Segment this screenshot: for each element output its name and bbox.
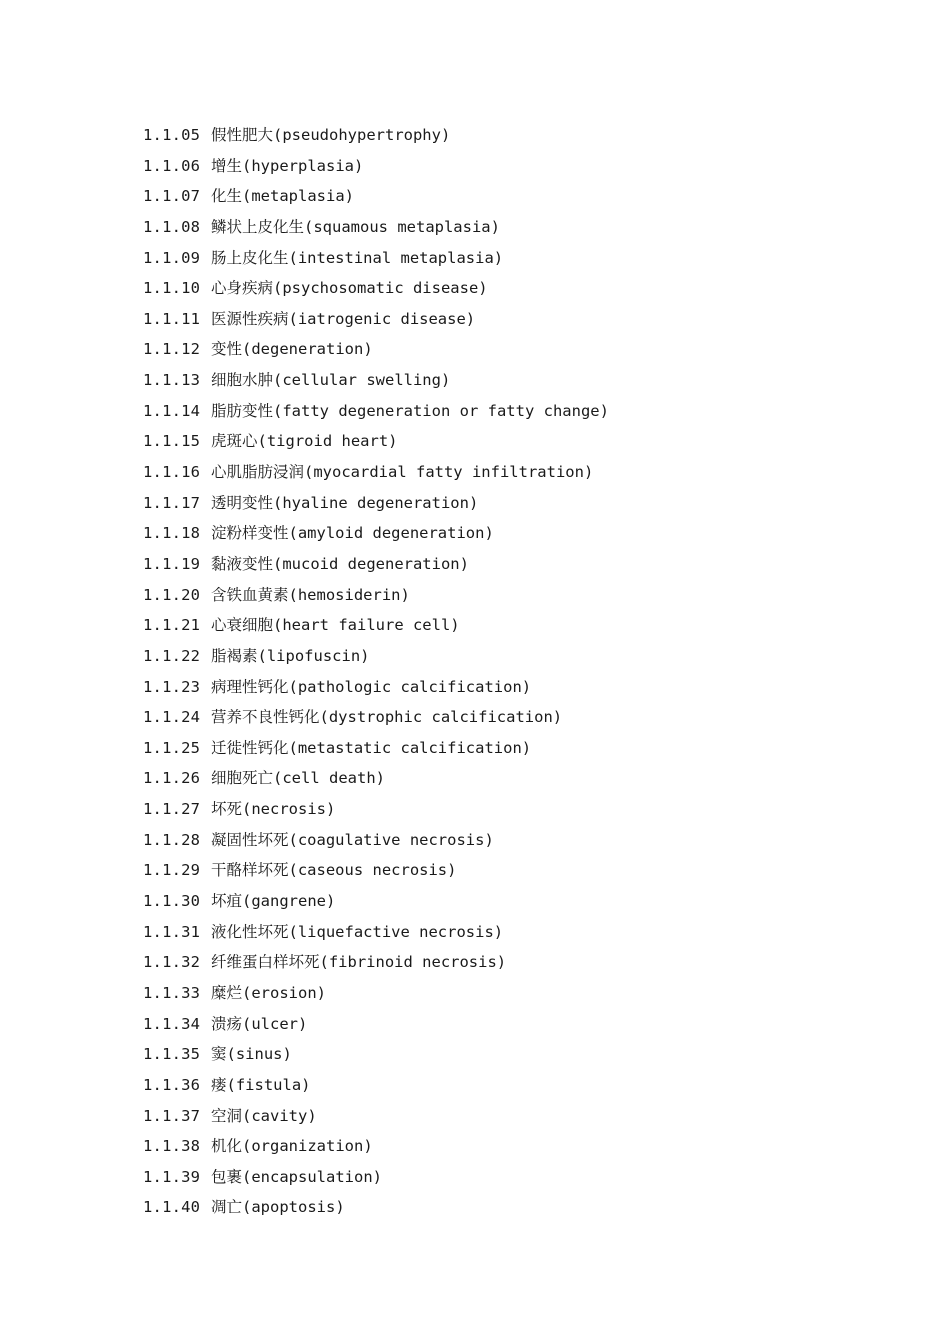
term-text: 细胞水肿(cellular swelling) bbox=[211, 371, 451, 390]
term-text: 营养不良性钙化(dystrophic calcification) bbox=[211, 708, 563, 727]
term-text: 黏液变性(mucoid degeneration) bbox=[211, 554, 469, 573]
term-row bbox=[143, 399, 609, 430]
term-number: 1.1.36 bbox=[143, 1075, 201, 1094]
term-text: 空洞(cavity) bbox=[211, 1106, 317, 1125]
term-row bbox=[143, 307, 609, 338]
term-number: 1.1.28 bbox=[143, 830, 201, 849]
term-text: 增生(hyperplasia) bbox=[211, 156, 364, 175]
term-row bbox=[143, 368, 609, 399]
term-number: 1.1.37 bbox=[143, 1106, 201, 1125]
term-number: 1.1.30 bbox=[143, 892, 201, 911]
term-text: 心身疾病(psychosomatic disease) bbox=[211, 279, 488, 298]
term-row bbox=[143, 1134, 609, 1165]
term-row bbox=[143, 460, 609, 491]
term-text: 机化(organization) bbox=[211, 1137, 373, 1156]
term-number: 1.1.13 bbox=[143, 371, 201, 390]
term-number: 1.1.20 bbox=[143, 585, 201, 604]
term-number: 1.1.06 bbox=[143, 156, 201, 175]
term-number: 1.1.24 bbox=[143, 708, 201, 727]
term-number: 1.1.05 bbox=[143, 126, 201, 144]
term-row bbox=[143, 766, 609, 797]
term-row bbox=[143, 858, 609, 889]
term-row bbox=[143, 950, 609, 981]
term-text: 窦(sinus) bbox=[211, 1045, 292, 1064]
term-text: 淀粉样变性(amyloid degeneration) bbox=[211, 524, 494, 543]
term-row bbox=[143, 1195, 609, 1226]
term-text: 化生(metaplasia) bbox=[211, 187, 354, 206]
term-row bbox=[143, 889, 609, 920]
term-row bbox=[143, 1042, 609, 1073]
term-row bbox=[143, 1165, 609, 1196]
term-text: 脂肪变性(fatty degeneration or fatty change) bbox=[211, 401, 609, 420]
term-row bbox=[143, 215, 609, 246]
term-text: 变性(degeneration) bbox=[211, 340, 373, 359]
term-number: 1.1.19 bbox=[143, 554, 201, 573]
term-row bbox=[143, 276, 609, 307]
term-row bbox=[143, 1073, 609, 1104]
term-number: 1.1.15 bbox=[143, 432, 201, 451]
term-text: 迁徙性钙化(metastatic calcification) bbox=[211, 738, 532, 757]
term-text: 脂褐素(lipofuscin) bbox=[211, 646, 370, 665]
term-number: 1.1.08 bbox=[143, 217, 201, 236]
term-text: 纤维蛋白样坏死(fibrinoid necrosis) bbox=[211, 953, 507, 972]
term-number: 1.1.29 bbox=[143, 861, 201, 880]
term-row bbox=[143, 736, 609, 767]
term-text: 心肌脂肪浸润(myocardial fatty infiltration) bbox=[211, 463, 594, 482]
term-row bbox=[143, 552, 609, 583]
term-number: 1.1.10 bbox=[143, 279, 201, 298]
term-number: 1.1.14 bbox=[143, 401, 201, 420]
term-number: 1.1.21 bbox=[143, 616, 201, 635]
term-text: 溃疡(ulcer) bbox=[211, 1014, 308, 1033]
term-row bbox=[143, 1104, 609, 1135]
term-number: 1.1.34 bbox=[143, 1014, 201, 1033]
term-text: 坏死(necrosis) bbox=[211, 800, 336, 819]
term-text: 病理性钙化(pathologic calcification) bbox=[211, 677, 532, 696]
term-row bbox=[143, 246, 609, 277]
term-number: 1.1.27 bbox=[143, 800, 201, 819]
term-number: 1.1.32 bbox=[143, 953, 201, 972]
term-text: 细胞死亡(cell death) bbox=[211, 769, 385, 788]
term-number: 1.1.40 bbox=[143, 1198, 201, 1217]
term-row bbox=[143, 705, 609, 736]
term-row bbox=[143, 675, 609, 706]
term-row bbox=[143, 828, 609, 859]
term-text: 透明变性(hyaline degeneration) bbox=[211, 493, 479, 512]
term-text: 凝固性坏死(coagulative necrosis) bbox=[211, 830, 494, 849]
term-number: 1.1.17 bbox=[143, 493, 201, 512]
term-number: 1.1.25 bbox=[143, 738, 201, 757]
term-row bbox=[143, 491, 609, 522]
term-number: 1.1.31 bbox=[143, 922, 201, 941]
term-text: 糜烂(erosion) bbox=[211, 983, 326, 1002]
term-number: 1.1.07 bbox=[143, 187, 201, 206]
term-text: 干酪样坏死(caseous necrosis) bbox=[211, 861, 457, 880]
term-row bbox=[143, 920, 609, 951]
term-text: 假性肥大(pseudohypertrophy) bbox=[211, 126, 451, 144]
term-row bbox=[143, 613, 609, 644]
term-row bbox=[143, 521, 609, 552]
term-number: 1.1.38 bbox=[143, 1137, 201, 1156]
term-row bbox=[143, 644, 609, 675]
term-text: 含铁血黄素(hemosiderin) bbox=[211, 585, 410, 604]
term-text: 包裹(encapsulation) bbox=[211, 1167, 382, 1186]
term-text: 肠上皮化生(intestinal metaplasia) bbox=[211, 248, 504, 267]
term-text: 医源性疾病(iatrogenic disease) bbox=[211, 309, 476, 328]
term-number: 1.1.11 bbox=[143, 309, 201, 328]
term-text: 坏疽(gangrene) bbox=[211, 892, 336, 911]
term-text: 虎斑心(tigroid heart) bbox=[211, 432, 398, 451]
term-text: 液化性坏死(liquefactive necrosis) bbox=[211, 922, 504, 941]
term-number: 1.1.12 bbox=[143, 340, 201, 359]
term-number: 1.1.26 bbox=[143, 769, 201, 788]
term-row bbox=[143, 797, 609, 828]
term-row bbox=[143, 1012, 609, 1043]
term-number: 1.1.23 bbox=[143, 677, 201, 696]
term-number: 1.1.09 bbox=[143, 248, 201, 267]
term-text: 瘘(fistula) bbox=[211, 1075, 311, 1094]
term-row bbox=[143, 123, 609, 154]
term-number: 1.1.39 bbox=[143, 1167, 201, 1186]
term-number: 1.1.16 bbox=[143, 463, 201, 482]
term-text: 心衰细胞(heart failure cell) bbox=[211, 616, 460, 635]
term-row bbox=[143, 154, 609, 185]
term-number: 1.1.35 bbox=[143, 1045, 201, 1064]
term-row bbox=[143, 184, 609, 215]
term-number: 1.1.33 bbox=[143, 983, 201, 1002]
term-row bbox=[143, 429, 609, 460]
term-row bbox=[143, 981, 609, 1012]
term-list bbox=[143, 123, 609, 1226]
term-number: 1.1.22 bbox=[143, 646, 201, 665]
term-text: 凋亡(apoptosis) bbox=[211, 1198, 345, 1217]
term-text: 鳞状上皮化生(squamous metaplasia) bbox=[211, 217, 500, 236]
term-row bbox=[143, 583, 609, 614]
term-number: 1.1.18 bbox=[143, 524, 201, 543]
term-row bbox=[143, 337, 609, 368]
